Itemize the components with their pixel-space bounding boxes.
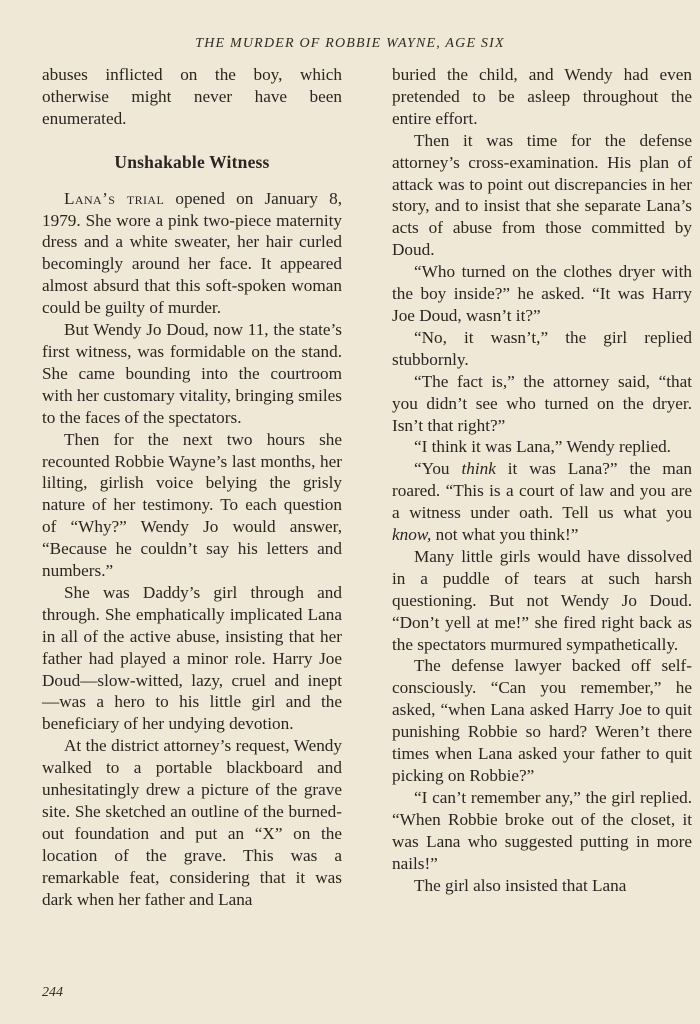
paragraph-continued: buried the child, and Wendy had even pretended to be asleep throughout the entire effort. xyxy=(392,65,692,128)
emphasis-know: know, xyxy=(392,525,432,545)
paragraph: “I can’t remember any,” the girl replied. “When Robbie broke out of the closet, it was Lana who suggested putting in more nails!” xyxy=(392,787,692,873)
paragraph: The defense lawyer backed off self-consciously. “Can you remember,” he asked, “when Lana asked Harry Joe to quit punishing Robbie so hard? Weren’t there times when Lana asked your father to quit picking on Robbie?” xyxy=(392,656,692,785)
paragraph-text: it was Lana?” the man roared. “This is a court of law and you are a witness under oath. Tell us what you xyxy=(392,459,692,523)
paragraph: Then it was time for the defense attorney’s cross-examination. His plan of attack was to point out discrepancies in her story, and to insist that she separate Lana’s acts of abuse from those committed by Doud. xyxy=(392,130,692,260)
paragraph: At the district attorney’s request, Wendy walked to a portable blackboard and unhesitatingly drew a picture of the grave site. She sketched an outline of the burned-out foundation and put an “X” on the location of the grave. This was a remarkable feat, considering that it was dark when her father and Lana xyxy=(42,736,342,909)
paragraph-text: opened on January 8, 1979. She wore a pink two-piece maternity dress and a white sweater, her hair curled becomingly around her face. It appeared almost absurd that this soft-spoken woman could be guilty of murder. xyxy=(42,188,342,318)
text-columns xyxy=(42,64,692,911)
paragraph: “Who turned on the clothes dryer with the boy inside?” he asked. “It was Harry Joe Doud, wasn’t it?” xyxy=(392,262,692,325)
paragraph: She was Daddy’s girl through and through. She emphatically implicated Lana in all of the active abuse, insisting that her father had played a minor role. Harry Joe Doud—slow-witted, lazy, cruel and inept—was a hero to his little girl and the beneficiary of her undying devotion. xyxy=(42,582,342,734)
paragraph: “No, it wasn’t,” the girl replied stubbornly. xyxy=(392,327,692,369)
paragraph-text: not what you think!” xyxy=(431,525,579,545)
section-heading: Unshakable Witness xyxy=(114,151,270,172)
paragraph: Many little girls would have dissolved in a puddle of tears at such harsh questioning. But not Wendy Jo Doud. “Don’t yell at me!” she fired right back as the spectators murmured sympathetically. xyxy=(392,546,692,654)
paragraph xyxy=(42,188,342,319)
paragraph: But Wendy Jo Doud, now 11, the state’s first witness, was formidable on the stand. She came bounding into the courtroom with her customary vitality, bringing smiles to the faces of the spectators. xyxy=(42,320,342,427)
lead-in-smallcaps: Lana’s trial xyxy=(64,188,165,208)
paragraph: The girl also insisted that Lana xyxy=(414,875,627,895)
paragraph: “The fact is,” the attorney said, “that you didn’t see who turned on the dryer. Isn’t that right?” xyxy=(392,371,692,435)
running-head: THE MURDER OF ROBBIE WAYNE, AGE SIX xyxy=(195,36,505,51)
left-column xyxy=(42,64,342,911)
page-number: 244 xyxy=(42,985,63,1000)
paragraph: “I think it was Lana,” Wendy replied. xyxy=(414,437,671,457)
paragraph xyxy=(392,458,692,546)
right-column xyxy=(392,64,692,911)
emphasis-think: think xyxy=(461,459,496,479)
paragraph: Then for the next two hours she recounted Robbie Wayne’s last months, her lilting, girlish voice belying the grisly nature of her testimony. To each question of “Why?” Wendy Jo would answer, “Because he couldn’t say his letters and numbers.” xyxy=(42,429,342,581)
paragraph-text: “You xyxy=(414,459,462,479)
paragraph-intro: abuses inflicted on the boy, which otherwise might never have been enumerated. xyxy=(42,65,342,128)
